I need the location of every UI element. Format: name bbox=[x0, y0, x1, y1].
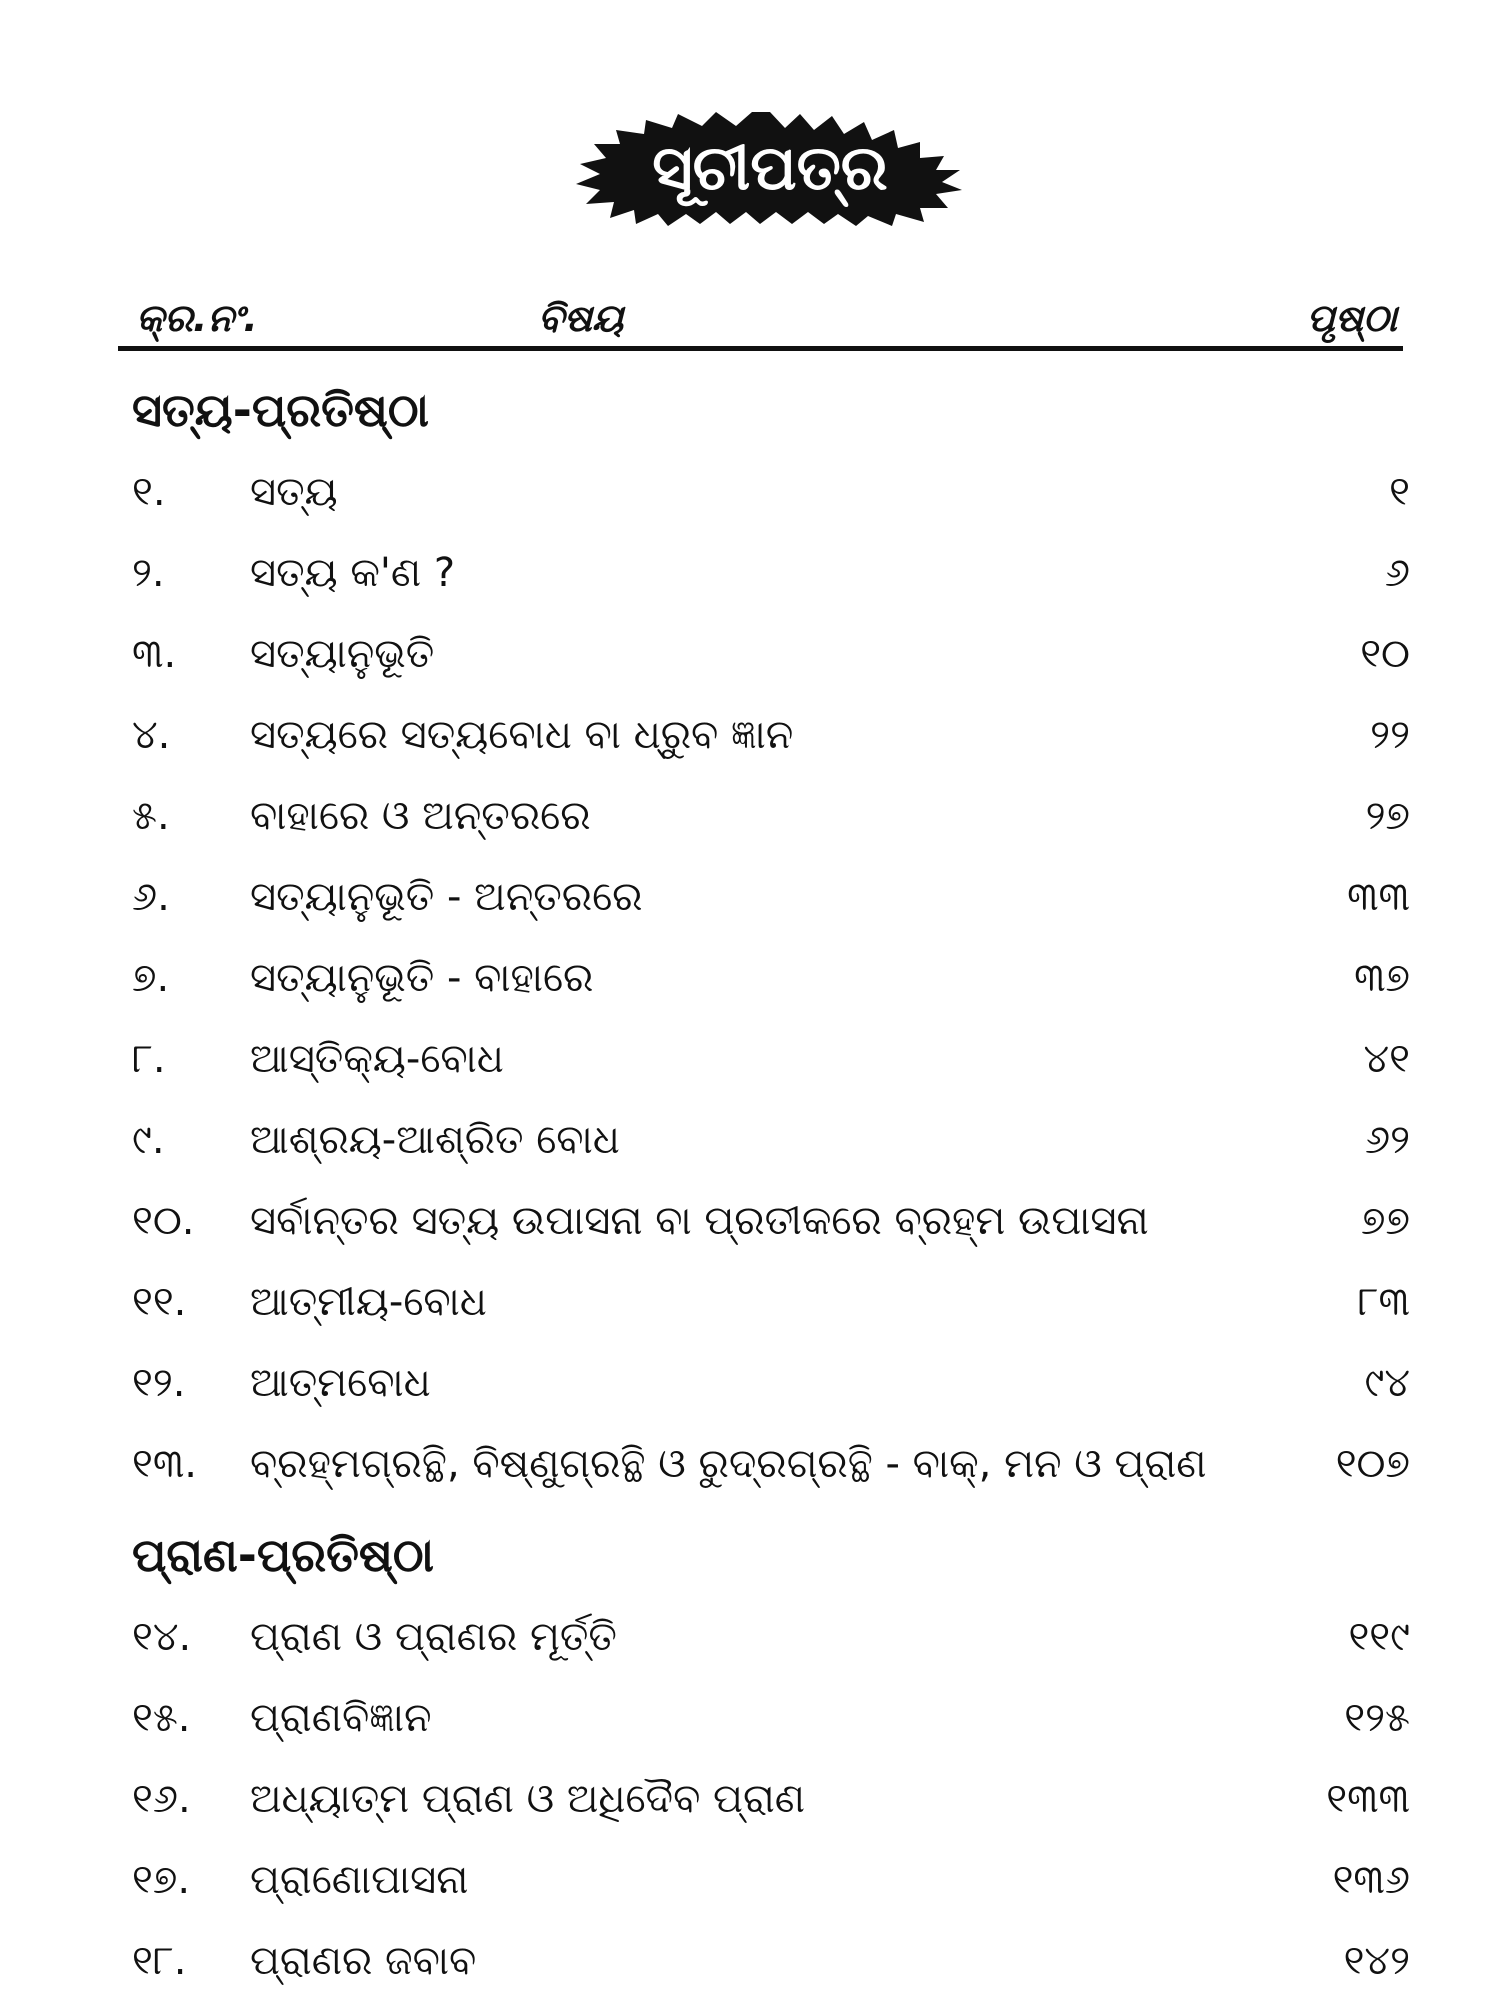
toc-entry[interactable] bbox=[132, 1848, 1410, 1912]
entry-title: ସତ୍ୟ କ'ଣ ? bbox=[250, 550, 456, 596]
entry-page: ୩୩ bbox=[1347, 874, 1410, 920]
entry-number: ୧୦. bbox=[132, 1198, 195, 1244]
toc-entry[interactable] bbox=[132, 946, 1410, 1010]
entry-title: ବାହାରେ ଓ ଅନ୍ତରରେ bbox=[250, 793, 591, 839]
entry-number: ୧୧. bbox=[132, 1279, 187, 1325]
toc-entry[interactable] bbox=[132, 1027, 1410, 1091]
entry-title: ସତ୍ୟାନୁଭୂତି - ଅନ୍ତରରେ bbox=[250, 874, 643, 920]
entry-page: ୬ bbox=[1384, 550, 1410, 596]
entry-page: ୧୦ bbox=[1360, 631, 1410, 677]
entry-page: ୧୨୫ bbox=[1344, 1695, 1410, 1741]
entry-page: ୪୧ bbox=[1363, 1036, 1410, 1082]
page-title: ସୂଚୀପତ୍ର bbox=[652, 131, 888, 204]
toc-entry[interactable] bbox=[132, 1929, 1410, 1993]
entry-page: ୯୪ bbox=[1364, 1360, 1410, 1406]
entry-number: ୧୬. bbox=[132, 1776, 191, 1822]
entry-page: ୨୭ bbox=[1365, 793, 1410, 839]
entry-title: ଆସ୍ତିକ୍ୟ-ବୋଧ bbox=[250, 1036, 504, 1082]
entry-page: ୩୭ bbox=[1354, 955, 1410, 1001]
header-page: ପୃଷ୍ଠା bbox=[1306, 296, 1397, 340]
entry-title: ପ୍ରାଣ ଓ ପ୍ରାଣର ମୂର୍ତ୍ତି bbox=[250, 1614, 617, 1660]
entry-number: ୮. bbox=[132, 1036, 166, 1082]
toc-entry[interactable] bbox=[132, 865, 1410, 929]
entry-page: ୮୩ bbox=[1357, 1279, 1410, 1325]
entry-number: ୧୭. bbox=[132, 1857, 191, 1903]
entry-page: ୧୩୬ bbox=[1332, 1857, 1410, 1903]
entry-page: ୧୩୩ bbox=[1326, 1776, 1410, 1822]
title-badge bbox=[570, 108, 970, 228]
entry-number: ୧୮. bbox=[132, 1938, 187, 1984]
toc-entry[interactable] bbox=[132, 1605, 1410, 1669]
entry-number: ୧୫. bbox=[132, 1695, 191, 1741]
entry-number: ୨. bbox=[132, 550, 165, 596]
entry-page: ୧୪୨ bbox=[1343, 1938, 1410, 1984]
entry-number: ୯. bbox=[132, 1117, 165, 1163]
entry-title: ସର୍ବାନ୍ତର ସତ୍ୟ ଉପାସନା ବା ପ୍ରତୀକରେ ବ୍ରହ୍ମ ଉପାସନା bbox=[250, 1198, 1149, 1244]
toc-entry[interactable] bbox=[132, 1270, 1410, 1334]
entry-title: ଆତ୍ମବୋଧ bbox=[250, 1360, 431, 1406]
entry-number: ୪. bbox=[132, 712, 171, 758]
entry-page: ୭୭ bbox=[1361, 1198, 1410, 1244]
entry-page: ୬୨ bbox=[1364, 1117, 1410, 1163]
entry-title: ସତ୍ୟ bbox=[250, 469, 338, 515]
entry-title: ପ୍ରାଣବିଜ୍ଞାନ bbox=[250, 1695, 432, 1741]
toc-entry[interactable] bbox=[132, 784, 1410, 848]
entry-title: ସତ୍ୟାନୁଭୂତି - ବାହାରେ bbox=[250, 955, 594, 1001]
entry-title: ଆଶ୍ରୟ-ଆଶ୍ରିତ ବୋଧ bbox=[250, 1117, 620, 1163]
header-divider bbox=[118, 346, 1403, 351]
entry-number: ୧୩. bbox=[132, 1441, 197, 1487]
entry-number: ୫. bbox=[132, 793, 170, 839]
entry-page: ୧୦୭ bbox=[1335, 1441, 1410, 1487]
toc-entry[interactable] bbox=[132, 1351, 1410, 1415]
entry-page: ୧୧୯ bbox=[1348, 1614, 1410, 1660]
entry-title: ସତ୍ୟାନୁଭୂତି bbox=[250, 631, 435, 677]
entry-number: ୧୪. bbox=[132, 1614, 192, 1660]
entry-title: ସତ୍ୟରେ ସତ୍ୟବୋଧ ବା ଧ୍ରୁବ ଜ୍ଞାନ bbox=[250, 712, 794, 758]
toc-entry[interactable] bbox=[132, 1767, 1410, 1831]
entry-title: ପ୍ରାଣର ଜବାବ bbox=[250, 1938, 477, 1984]
header-subject: ବିଷୟ bbox=[538, 296, 624, 340]
table-header bbox=[118, 290, 1403, 346]
entry-title: ଅଧ୍ୟାତ୍ମ ପ୍ରାଣ ଓ ଅଧିଦୈବ ପ୍ରାଣ bbox=[250, 1776, 806, 1822]
toc-entry[interactable] bbox=[132, 1432, 1410, 1496]
entry-page: ୨୨ bbox=[1370, 712, 1410, 758]
section-heading-satya-pratistha: ସତ୍ୟ-ପ୍ରତିଷ୍ଠା bbox=[132, 383, 430, 437]
entry-title: ଆତ୍ମୀୟ-ବୋଧ bbox=[250, 1279, 487, 1325]
toc-entry[interactable] bbox=[132, 1686, 1410, 1750]
header-serial-number: କ୍ର.ନଂ. bbox=[136, 296, 258, 340]
entry-page: ୧ bbox=[1389, 469, 1410, 515]
entry-number: ୩. bbox=[132, 631, 177, 677]
section-heading-prana-pratistha: ପ୍ରାଣ-ପ୍ରତିଷ୍ଠା bbox=[132, 1528, 435, 1582]
toc-entry[interactable] bbox=[132, 1189, 1410, 1253]
entry-number: ୭. bbox=[132, 955, 170, 1001]
entry-number: ୧. bbox=[132, 469, 166, 515]
toc-entry[interactable] bbox=[132, 460, 1410, 524]
toc-entry[interactable] bbox=[132, 541, 1410, 605]
entry-title: ପ୍ରାଣୋପାସନା bbox=[250, 1857, 469, 1903]
entry-title: ବ୍ରହ୍ମଗ୍ରନ୍ଥି, ବିଷ୍ଣୁଗ୍ରନ୍ଥି ଓ ରୁଦ୍ରଗ୍ରନ୍ଥି - ବାକ୍, ମନ ଓ ପ୍ରାଣ bbox=[250, 1441, 1207, 1487]
toc-entry[interactable] bbox=[132, 1108, 1410, 1172]
toc-entry[interactable] bbox=[132, 703, 1410, 767]
entry-number: ୧୨. bbox=[132, 1360, 186, 1406]
toc-entry[interactable] bbox=[132, 622, 1410, 686]
entry-number: ୬. bbox=[132, 874, 170, 920]
